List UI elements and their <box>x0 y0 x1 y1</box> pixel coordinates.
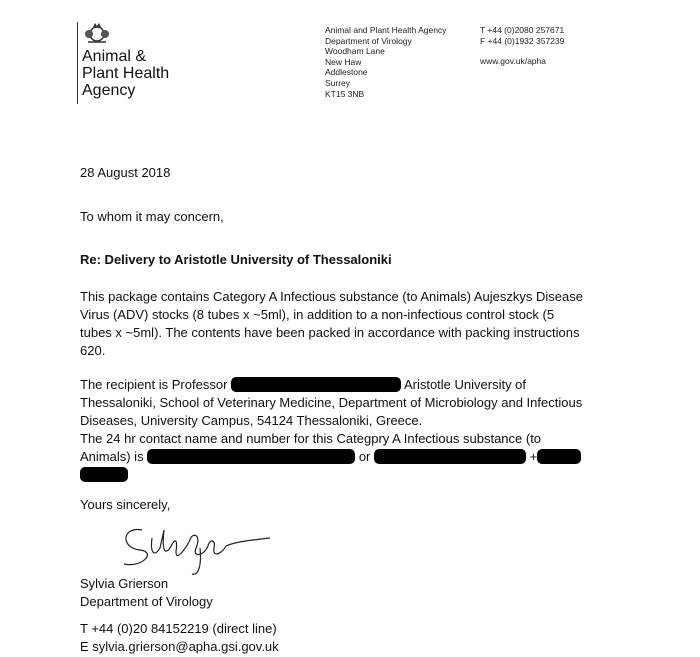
text: Animals) is <box>80 449 144 464</box>
fax: F +44 (0)1932 357239 <box>480 35 565 46</box>
royal-crest-icon <box>84 22 110 44</box>
letter-date: 28 August 2018 <box>80 165 171 180</box>
text-line: 620. <box>80 343 106 358</box>
signatory-name: Sylvia Grierson <box>80 576 169 591</box>
agency-logo-text <box>82 48 169 99</box>
email-address[interactable]: E sylvia.grierson@apha.gsi.gov.uk <box>80 639 279 654</box>
redaction-box <box>374 449 526 464</box>
address-line: Surrey <box>325 77 351 88</box>
address-line: Addlestone <box>325 67 368 78</box>
website-link[interactable]: www.gov.uk/apha <box>480 56 546 67</box>
logo-line: Plant Health <box>82 65 170 82</box>
paragraph-contents <box>80 288 583 360</box>
address-line: KT15 3NB <box>325 88 365 99</box>
closing: Yours sincerely, <box>80 497 171 512</box>
address-line: Woodham Lane <box>325 46 385 57</box>
text-line: Virus (ADV) stocks (8 tubes x ~5ml), in addition to a non-infectious control stock (5 <box>80 307 555 322</box>
direct-line: T +44 (0)20 84152219 (direct line) <box>80 621 277 636</box>
sender-address <box>325 25 446 99</box>
address-line: Animal and Plant Health Agency <box>325 25 447 35</box>
text: Aristotle University of <box>403 377 527 392</box>
text-line: tubes x ~5ml). The contents have been packed in accordance with packing instructions <box>80 325 580 340</box>
logo-line: Animal & <box>82 48 147 65</box>
text: The recipient is Professor <box>80 377 228 392</box>
logo-line: Agency <box>82 82 136 99</box>
text-line: Diseases, University Campus, 54124 Thessaloniki, Greece. <box>80 413 423 428</box>
contact-block <box>480 25 564 67</box>
redaction-box <box>147 449 355 464</box>
address-line: Department of Virology <box>325 35 412 46</box>
subject-line: Re: Delivery to Aristotle University of Thessaloniki <box>80 252 392 267</box>
logo-divider <box>77 22 78 104</box>
signatory-department: Department of Virology <box>80 594 213 609</box>
text: + <box>529 449 538 464</box>
text-line: Thessaloniki, School of Veterinary Medicine, Department of Microbiology and Infectious <box>80 395 583 410</box>
redaction-box <box>80 467 128 482</box>
handwritten-signature <box>112 518 272 580</box>
redaction-box <box>231 377 401 392</box>
address-line: New Haw <box>325 56 362 67</box>
text: or <box>358 449 371 464</box>
salutation: To whom it may concern, <box>80 209 224 224</box>
text-line: The 24 hr contact name and number for this Categpry A Infectious substance (to <box>80 431 542 446</box>
redaction-box <box>537 449 581 464</box>
telephone: T +44 (0)2080 257671 <box>480 25 565 35</box>
text-line: This package contains Category A Infectious substance (to Animals) Aujeszkys Disease <box>80 289 583 304</box>
paragraph-recipient <box>80 376 582 484</box>
